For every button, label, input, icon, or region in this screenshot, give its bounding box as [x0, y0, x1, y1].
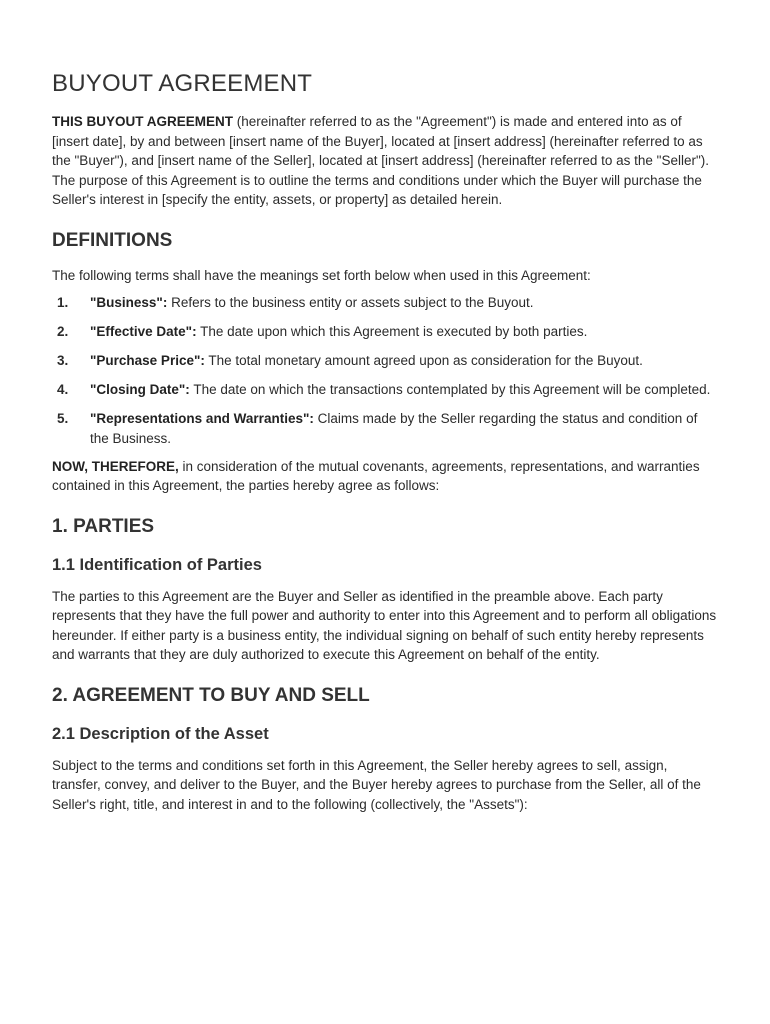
section-1-1-text: The parties to this Agreement are the Buyer and Seller as identified in the preamble above. Each party represents that they have the full power and authority to enter into this Agreement and to perform all obligations hereunder. If either party is a business entity, the individual signing on behalf of such entity hereby represents and warrants that they are duly authorized to execute this Agreement on behalf of the entity. — [52, 588, 717, 662]
section-2-heading: 2. AGREEMENT TO BUY AND SELL — [52, 684, 370, 706]
section-1-1-heading: 1.1 Identification of Parties — [52, 555, 262, 574]
definition-number: 5. — [57, 411, 69, 426]
definition-text: Claims made by the Seller regarding the status and condition of the Business. — [90, 411, 698, 446]
definition-number: 2. — [57, 324, 69, 339]
now-therefore-text: in consideration of the mutual covenants, agreements, representations, and warranties contained in this Agreement, the parties hereby agree as follows: — [52, 458, 700, 493]
definition-item — [52, 293, 718, 313]
section-2-1-text: Subject to the terms and conditions set forth in this Agreement, the Seller hereby agrees to sell, assign, transfer, convey, and deliver to the Buyer, and the Buyer hereby agrees to purchase from the Seller, all of the Seller's right, title, and interest in and to the following (collectively, the "Assets"): — [52, 757, 701, 812]
definitions-heading: DEFINITIONS — [52, 229, 173, 251]
definition-item — [52, 351, 718, 371]
definition-number: 3. — [57, 353, 69, 368]
definition-number: 1. — [57, 295, 69, 310]
definition-item — [52, 380, 718, 400]
section-2-1-heading: 2.1 Description of the Asset — [52, 724, 269, 743]
definition-text: The date on which the transactions contemplated by this Agreement will be completed. — [189, 382, 711, 397]
definition-item — [52, 322, 718, 342]
definition-term: "Effective Date": — [90, 324, 197, 339]
definition-term: "Representations and Warranties": — [90, 411, 314, 426]
definition-text: The total monetary amount agreed upon as consideration for the Buyout. — [204, 353, 643, 368]
intro-text: (hereinafter referred to as the "Agreement") is made and entered into as of [insert date], by and between [insert name of the Buyer], located at [insert address] (hereinafter referred to as the "Buyer"), and [insert name of the Seller], located at [insert address] (hereinafter referred to as the "Seller"). The purpose of this Agreement is to outline the terms and conditions under which the Buyer will purchase the Seller's interest in [specify the entity, assets, or property] as detailed herein. — [52, 114, 709, 207]
now-therefore-paragraph — [52, 457, 718, 496]
definitions-list — [52, 293, 718, 448]
intro-paragraph — [52, 112, 718, 210]
definition-term: "Business": — [90, 295, 168, 310]
definition-term: "Closing Date": — [90, 382, 190, 397]
definitions-lead: The following terms shall have the meanings set forth below when used in this Agreement: — [52, 267, 591, 283]
definition-text: Refers to the business entity or assets subject to the Buyout. — [167, 295, 534, 310]
definition-text: The date upon which this Agreement is executed by both parties. — [196, 324, 588, 339]
definition-number: 4. — [57, 382, 69, 397]
definition-term: "Purchase Price": — [90, 353, 205, 368]
definition-item — [52, 409, 718, 448]
intro-lead-bold: THIS BUYOUT AGREEMENT — [52, 114, 234, 129]
document-title: BUYOUT AGREEMENT — [52, 70, 313, 97]
section-1-heading: 1. PARTIES — [52, 515, 155, 537]
now-therefore-bold: NOW, THEREFORE, — [52, 458, 179, 474]
